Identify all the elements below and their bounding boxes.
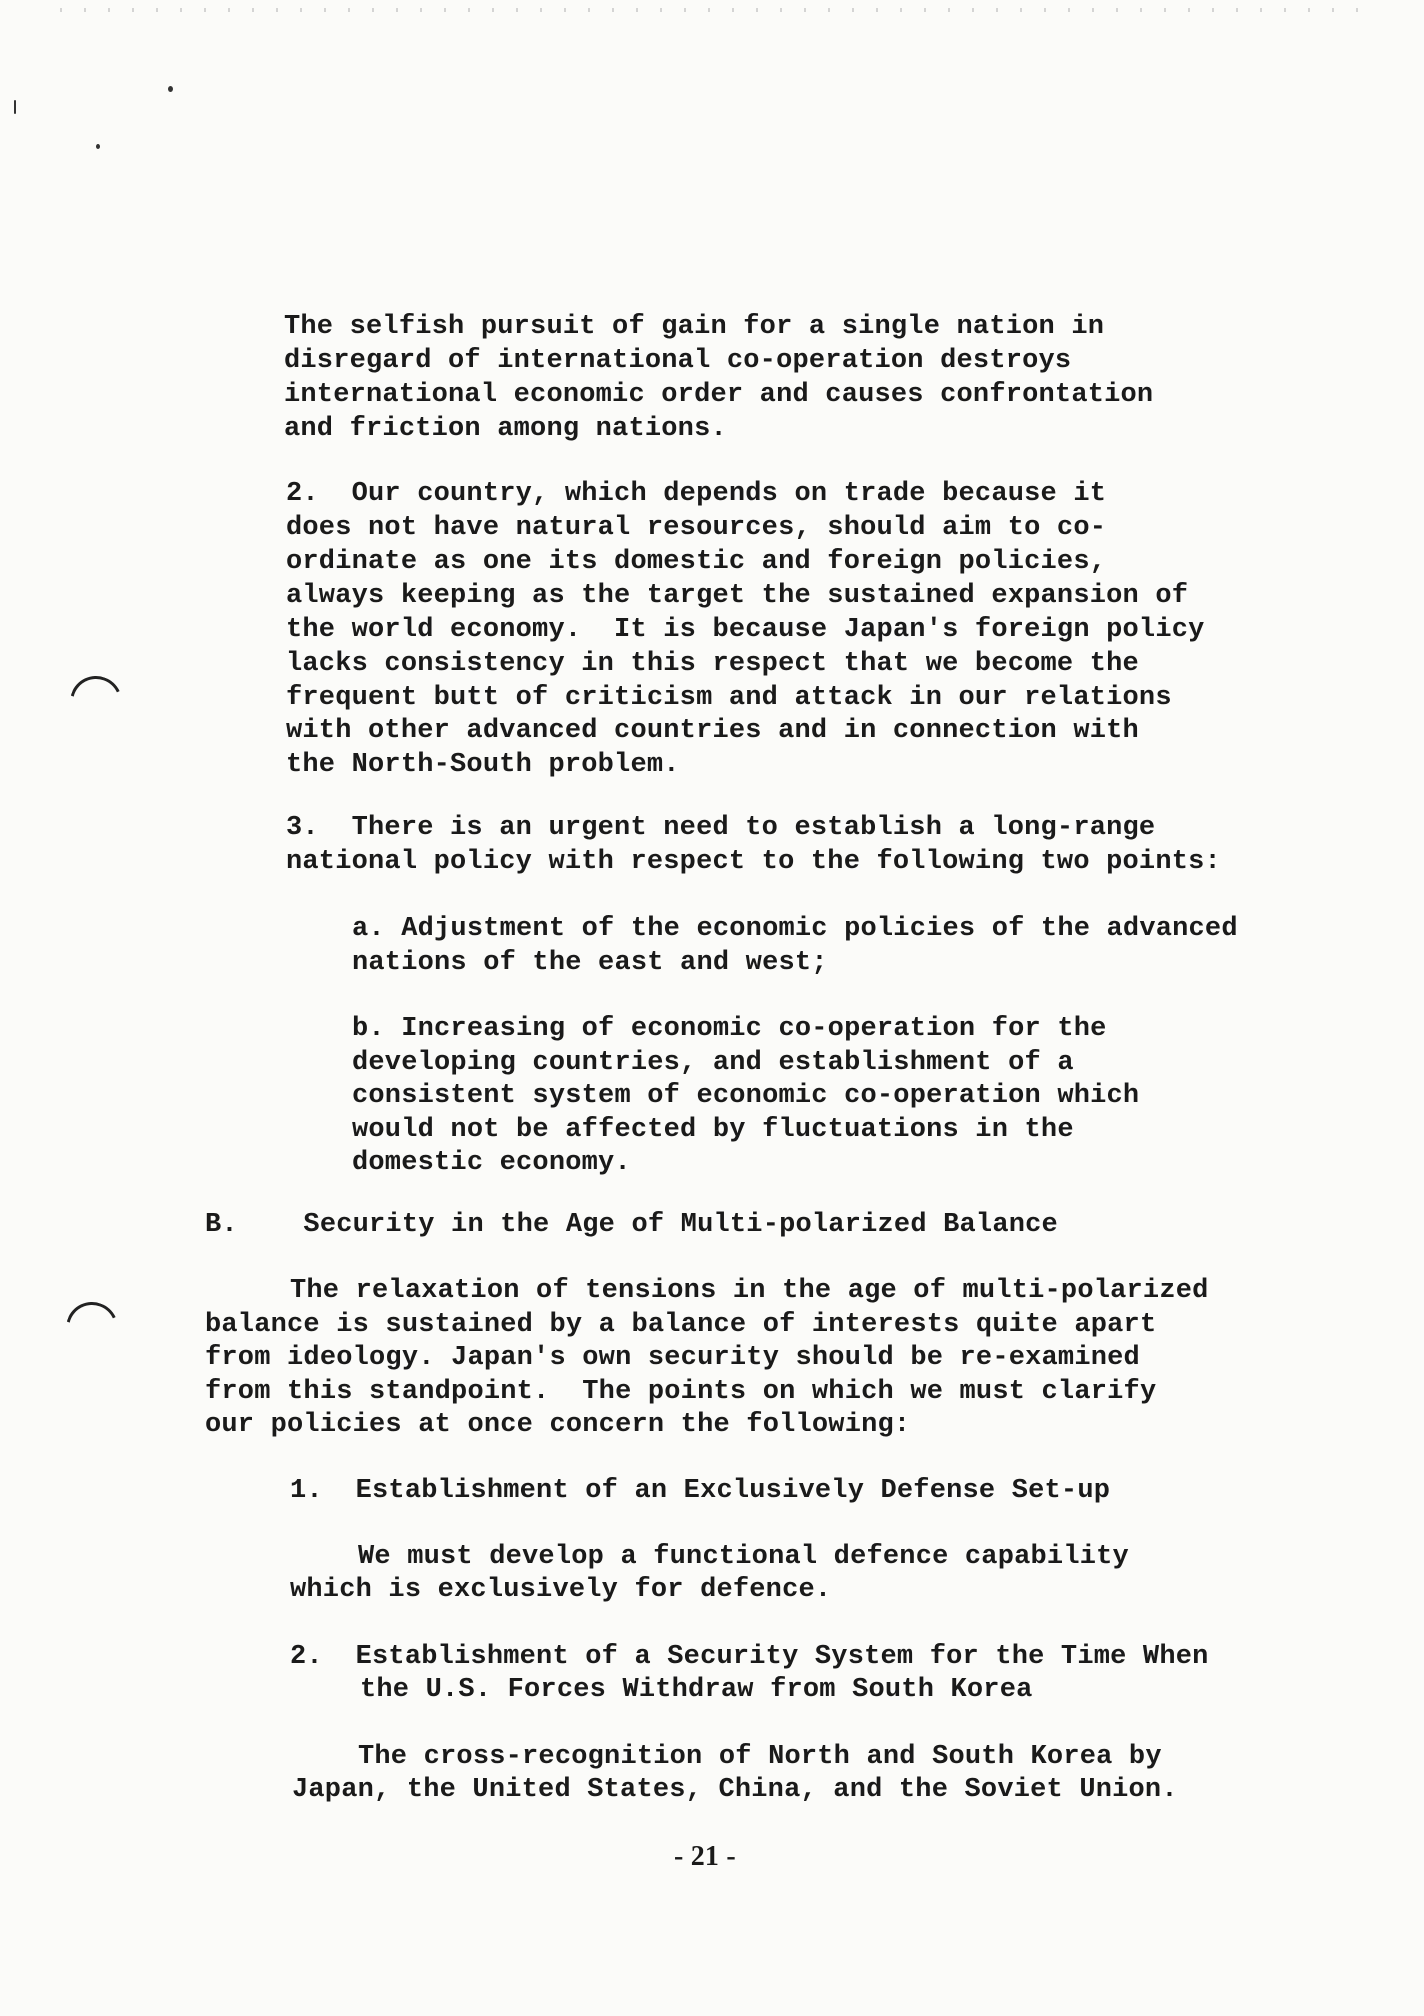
text-line: We must develop a functional defence capability xyxy=(358,1542,1129,1572)
scan-speck xyxy=(96,144,100,149)
text-line: the U.S. Forces Withdraw from South Korea xyxy=(360,1675,1033,1705)
section-heading-b: B. Security in the Age of Multi-polarized Balance xyxy=(205,1210,1058,1240)
text-line: Japan, the United States, China, and the Soviet Union. xyxy=(292,1775,1178,1805)
text-line: with other advanced countries and in connection with xyxy=(286,716,1139,746)
text-line: 2. Our country, which depends on trade because it xyxy=(286,479,1107,509)
text-line: would not be affected by fluctuations in the xyxy=(352,1115,1074,1145)
text-line: nations of the east and west; xyxy=(352,948,828,978)
text-line: international economic order and causes confrontation xyxy=(284,380,1154,410)
scan-speck xyxy=(14,100,16,114)
text-line: disregard of international co-operation destroys xyxy=(284,346,1072,376)
text-line: consistent system of economic co-operation which xyxy=(352,1081,1140,1111)
text-line: national policy with respect to the following two points: xyxy=(286,847,1221,877)
text-line: always keeping as the target the sustained expansion of xyxy=(286,581,1189,611)
text-line: lacks consistency in this respect that we become the xyxy=(286,649,1139,679)
text-line: frequent butt of criticism and attack in our relations xyxy=(286,683,1172,713)
text-line: a. Adjustment of the economic policies of the advanced xyxy=(352,914,1238,944)
text-line: from this standpoint. The points on which we must clarify xyxy=(205,1377,1157,1407)
text-line: does not have natural resources, should aim to co- xyxy=(286,513,1107,543)
text-line: developing countries, and establishment of a xyxy=(352,1048,1074,1078)
scan-artifact xyxy=(60,8,1360,12)
text-line: 2. Establishment of a Security System for the Time When xyxy=(290,1642,1209,1672)
page-number: - 21 - xyxy=(674,1841,736,1872)
text-line: and friction among nations. xyxy=(284,414,727,444)
text-line: The relaxation of tensions in the age of multi-polarized xyxy=(290,1276,1209,1306)
text-line: the North-South problem. xyxy=(286,750,680,780)
scan-speck xyxy=(168,86,173,92)
punch-hole-mark xyxy=(59,1295,126,1362)
text-line: ordinate as one its domestic and foreign policies, xyxy=(286,547,1107,577)
item-1-heading: 1. Establishment of an Exclusively Defense Set-up xyxy=(290,1476,1111,1506)
text-line: domestic economy. xyxy=(352,1148,631,1178)
text-line: which is exclusively for defence. xyxy=(290,1575,832,1605)
text-line: balance is sustained by a balance of interests quite apart xyxy=(205,1310,1157,1340)
text-line: b. Increasing of economic co-operation for the xyxy=(352,1014,1107,1044)
text-line: 3. There is an urgent need to establish a long-range xyxy=(286,813,1156,843)
punch-hole-mark xyxy=(63,669,130,736)
text-line: The selfish pursuit of gain for a single nation in xyxy=(284,312,1105,342)
text-line: from ideology. Japan's own security should be re-examined xyxy=(205,1343,1140,1373)
text-line: The cross-recognition of North and South Korea by xyxy=(358,1742,1162,1772)
text-line: our policies at once concern the following: xyxy=(205,1410,911,1440)
text-line: the world economy. It is because Japan's foreign policy xyxy=(286,615,1205,645)
